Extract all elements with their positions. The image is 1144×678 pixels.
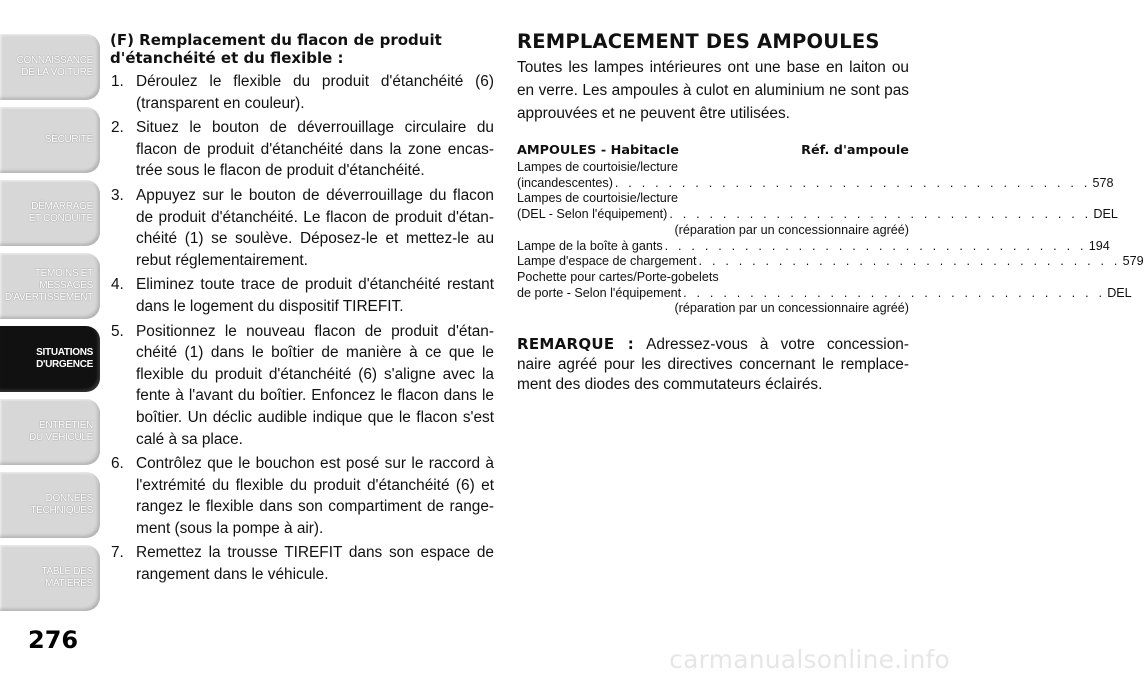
intro-paragraph: Toutes les lampes intérieures ont une base en laiton ou en verre. Les ampoules à culot en aluminium ne sont pas approuvées et ne peuvent être utilisées. (517, 59, 909, 122)
leader-dots: . . . . . . . . . . . . . . . . . . . . . . . . . . . . . . . . (669, 207, 1092, 222)
table-row: Lampes de courtoisie/lecture (517, 191, 679, 206)
table-row (517, 285, 1132, 302)
step-number: 3. (111, 186, 124, 204)
bulb-location: (incandescentes) (517, 175, 613, 190)
bulb-location: (DEL - Selon l'équipement) (517, 207, 668, 222)
step-number: 5. (111, 322, 124, 340)
tab-entretien-du-vehicule[interactable] (0, 399, 100, 465)
procedure-subheading: (F) Remplacement du flacon de produit d'étanchéité et du flexible : (110, 31, 442, 67)
tab-temoins-et-messages[interactable] (0, 253, 100, 319)
leader-dots: . . . . . . . . . . . . . . . . . . . . . . . . . . . . . . . . (698, 254, 1121, 269)
tab-label: SÉCURITÉ (44, 134, 93, 145)
procedure-steps (110, 71, 494, 586)
step-text: Appuyez sur le bouton de déverrouillage du flacon de produit d'étanchéité. Le flacon de produit d'étan-chéité (1) se soulève. Déposez-le et mettez-le au rebut réglementairement. (136, 186, 494, 269)
bulb-table-header (517, 142, 909, 159)
leader-dots: . . . . . . . . . . . . . . . . . . . . . . . . . . . . . . . . . . . . (614, 175, 1091, 190)
table-row (517, 254, 1144, 270)
page-number: 276 (28, 626, 79, 654)
step-number: 1. (111, 73, 124, 90)
bulb-location: Lampe d'espace de chargement (517, 254, 697, 269)
table-row (517, 207, 1118, 223)
table-row (517, 175, 1114, 192)
header-left: AMPOULES - Habitacle (517, 143, 679, 158)
list-item (110, 274, 494, 317)
step-number: 4. (111, 276, 124, 294)
tab-situations-d-urgence[interactable] (0, 326, 100, 392)
step-text: Situez le bouton de déverrouillage circulaire du flacon de produit d'étanchéité dans la zone encas-trée sous le flacon de produit d'étanchéité. (136, 119, 494, 180)
bulb-location: de porte - Selon l'équipement (517, 285, 682, 300)
bulb-ref: 579 (1122, 254, 1144, 269)
step-text: Contrôlez que le bouchon est posé sur le raccord à l'extrémité du flexible du produit d'étanchéité (6) et rangez le flexible dans son compartiment de range-ment (sous la pompe à air). (136, 455, 494, 537)
table-row: Lampes de courtoisie/lecture (517, 160, 679, 174)
list-item (110, 185, 494, 271)
tab-label: TABLE DES MATIÈRES (41, 566, 93, 589)
tab-label: DONNÉES TECHNIQUES (30, 493, 93, 516)
leader-dots: . . . . . . . . . . . . . . . . . . . . . . . . . . . . . . . . (683, 285, 1106, 300)
bulb-table (517, 142, 1144, 317)
tab-donnees-techniques[interactable] (0, 472, 100, 538)
section-title: REMPLACEMENT DES AMPOULES (517, 30, 880, 53)
bulb-ref: DEL (1107, 285, 1132, 300)
chapter-sidebar (0, 0, 104, 678)
tab-label: CONNAISSANCE DE LA VOITURE (16, 55, 93, 78)
step-text: Eliminez toute trace de produit d'étanchéité restant dans le logement du dispositif TIREFIT. (136, 276, 494, 315)
tab-label: SITUATIONS D'URGENCE (36, 347, 93, 370)
tab-demarrage-et-conduite[interactable] (0, 180, 100, 246)
step-text: Remettez la trousse TIREFIT dans son espace de rangement dans le véhicule. (136, 544, 494, 584)
table-note: (réparation par un concessionnaire agréé) (674, 222, 909, 237)
left-column (110, 31, 494, 589)
table-row (517, 238, 1110, 255)
list-item (110, 321, 494, 451)
tab-label: ENTRETIEN DU VEHICULE (29, 420, 93, 443)
bulb-ref: 578 (1092, 175, 1114, 190)
remarque-text: Adressez-vous à votre concession-naire agréé pour les directives concernant le remplace-ment des diodes des commutateurs éclairés. (517, 336, 909, 394)
list-item (110, 117, 494, 182)
leader-dots: . . . . . . . . . . . . . . . . . . . . . . . . . . . . . . . . (664, 238, 1087, 253)
bulb-ref: 194 (1088, 238, 1110, 253)
step-number: 2. (111, 119, 124, 137)
step-number: 6. (111, 455, 124, 473)
bulb-ref: DEL (1093, 207, 1118, 222)
list-item (110, 453, 494, 539)
list-item (110, 542, 494, 585)
tab-connaissance-de-la-voiture[interactable] (0, 34, 100, 100)
watermark: carmanualsonline.info (669, 645, 950, 674)
list-item (110, 71, 494, 114)
remarque-note (517, 334, 909, 395)
tab-label: DÉMARRAGE ET CONDUITE (28, 201, 93, 224)
step-number: 7. (111, 544, 124, 562)
bulb-location: Lampe de la boîte à gants (517, 238, 663, 253)
right-column (517, 30, 1144, 395)
table-row: Pochette pour cartes/Porte-gobelets (517, 269, 719, 284)
table-note: (réparation par un concessionnaire agréé) (674, 301, 909, 316)
tab-securite[interactable] (0, 107, 100, 173)
tab-table-des-matieres[interactable] (0, 545, 100, 611)
step-text: Déroulez le flexible du produit d'étanchéité (6) (transparent en couleur). (136, 73, 494, 112)
header-right: Réf. d'ampoule (801, 143, 909, 158)
remarque-label: REMARQUE : (517, 335, 635, 354)
tab-label: TEMOINS ET MESSAGES D'AVERTISSEMENT (4, 268, 93, 303)
step-text: Positionnez le nouveau flacon de produit d'étan-chéité (1) dans le boîtier de manière à ce que le flexible du produit d'étanchéité (6) s'aligne avec la fente à l'avant du boîtier. Enfoncez le flacon dans le boîtier. Un déclic audible indique que le flacon s'est calé à sa place. (136, 322, 494, 448)
